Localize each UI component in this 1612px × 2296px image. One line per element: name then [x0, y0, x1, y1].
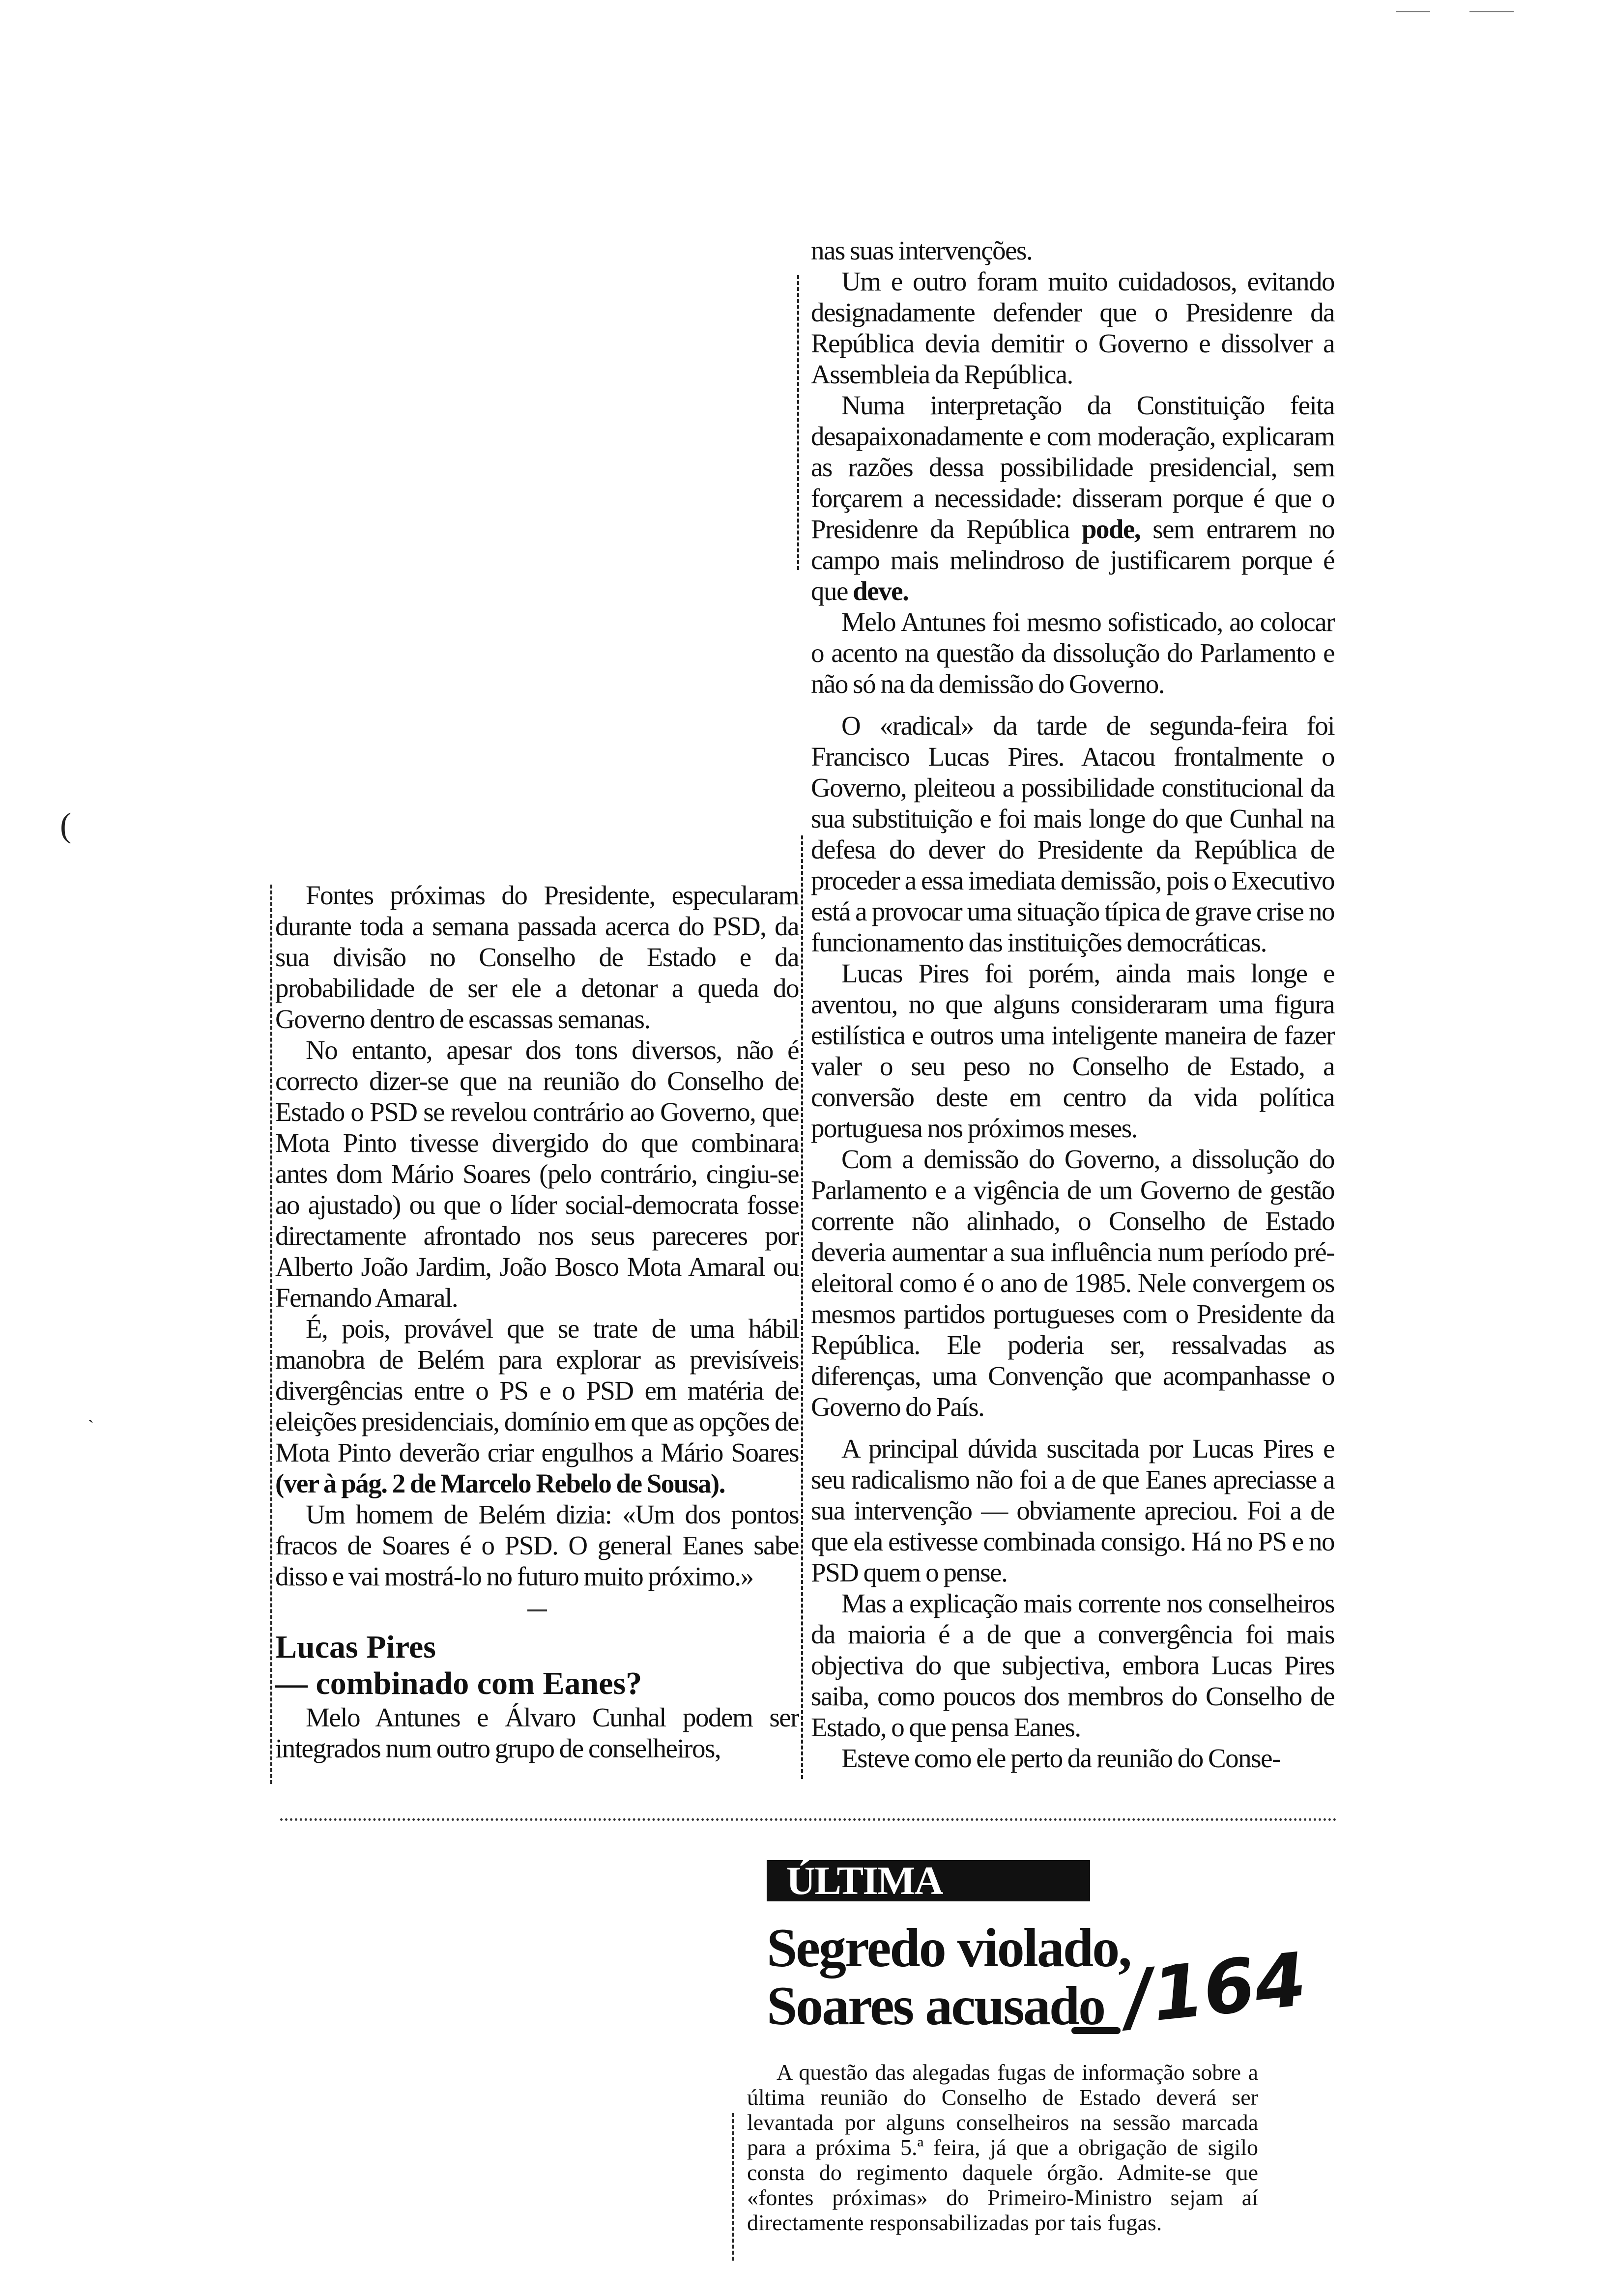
text-run: Melo Antunes foi mesmo sofisticado, ao colocar o acento na questão da dissolução do Parlamento e não só na da demissão do Governo.	[811, 607, 1334, 699]
scan-mark	[1469, 11, 1514, 12]
paragraph	[811, 390, 1334, 606]
right-section-3	[811, 1433, 1334, 1774]
subheading-line: Lucas Pires	[275, 1629, 436, 1665]
left-paragraphs	[275, 880, 799, 1592]
text-run: A principal dúvida suscitada por Lucas Pires e seu radicalismo não foi a de que Eanes apreciasse a sua intervenção — obviamente apreciou. Foi a de que ela estivesse combinada consigo. Há no PS e no PSD quem o pense.	[811, 1434, 1334, 1587]
paragraph	[275, 1499, 799, 1592]
cut-line	[280, 1818, 1337, 1821]
paragraph	[811, 958, 1334, 1144]
text-run: Melo Antunes e Álvaro Cunhal podem ser integrados num outro grupo de conselheiros,	[275, 1702, 799, 1763]
text-run: Lucas Pires foi porém, ainda mais longe e aventou, no que alguns consideraram uma figura estilística e outros uma inteligente maneira de fazer valer o seu peso no Conselho de Estado, a conversão deste em centro da vida política portuguesa nos próximos meses.	[811, 958, 1334, 1143]
paragraph	[275, 1313, 799, 1499]
left-column	[275, 880, 799, 1764]
column-rule	[732, 2113, 734, 2261]
text-run: O «radical» da tarde de segunda-feira foi Francisco Lucas Pires. Atacou frontalmente o Governo, pleiteou a possibilidade constitucional da sua substituição e foi mais longe do que Cunhal na defesa do dever do Presidente da República de proceder a essa imediata demissão, pois o Executivo está a provocar uma situação típica de grave crise no funcionamento das instituições democráticas.	[811, 711, 1334, 957]
paragraph	[811, 606, 1334, 699]
paragraph	[811, 266, 1334, 390]
margin-mark: `	[87, 1416, 94, 1438]
text-run: Esteve como ele perto da reunião do Conse-	[841, 1743, 1280, 1773]
separator	[527, 1609, 547, 1611]
paragraph	[275, 1702, 799, 1764]
headline-line: Soares acusado	[767, 1976, 1105, 2037]
text-run: Numa interpretação da Constituição feita desapaixonadamente e com moderação, explicaram as razões dessa possibilidade presidencial, sem forçarem a necessidade: disseram porque é que o Presidenre da República	[811, 390, 1334, 544]
paragraph	[811, 710, 1334, 958]
paragraph: A questão das alegadas fugas de informação sobre a última reunião do Conselho de Estado deverá ser levantada por alguns conselheiros na sessão marcada para a próxima 5.ª feira, já que a obrigação de sigilo consta do regimento daquele órgão. Admite-se que «fontes próximas» do Primeiro-Ministro sejam aí directamente responsabilizadas por tais fugas.	[747, 2060, 1258, 2235]
right-section-1	[811, 235, 1334, 699]
text-run: nas suas intervenções.	[811, 235, 1033, 265]
scan-mark	[1396, 11, 1430, 12]
subheading-line: — combinado com Eanes?	[275, 1665, 642, 1701]
text-run: No entanto, apesar dos tons diversos, não é correcto dizer-se que na reunião do Conselho de Estado o PSD se revelou contrário ao Governo, que Mota Pinto tivesse divergido do que combinara antes dom Mário Soares (pelo contrário, cingiu-se ao ajustado) ou que o líder social-democrata fosse directamente afrontado nos seus pareceres por Alberto João Jardim, João Bosco Mota Amaral ou Fernando Amaral.	[275, 1035, 799, 1313]
text-run: Um e outro foram muito cuidadosos, evitando designadamente defender que o Presidenre da República devia demitir o Governo e dissolver a Assembleia da República.	[811, 266, 1334, 389]
paragraph	[811, 1433, 1334, 1588]
handwritten-note: /164	[1121, 1937, 1310, 2041]
ultima-body	[747, 2060, 1258, 2235]
text-run: Com a demissão do Governo, a dissolução do Parlamento e a vigência de um Governo de gestão corrente não alinhado, o Conselho de Estado deveria aumentar a sua influência num período pré-eleitoral como é o ano de 1985. Nele convergem os mesmos partidos portugueses com o Presidente da República. Ele poderia ser, ressalvadas as diferenças, uma Convenção que acompanhasse o Governo do País.	[811, 1144, 1334, 1422]
paragraph	[811, 1588, 1334, 1743]
text-run: Um homem de Belém dizia: «Um dos pontos fracos de Soares é o PSD. O general Eanes sabe disso e vai mostrá-lo no futuro muito próximo.»	[275, 1499, 799, 1591]
bold-text: deve.	[853, 576, 909, 606]
text-run: Mas a explicação mais corrente nos conselheiros da maioria é a de que a convergência foi mais objectiva do que subjectiva, embora Lucas Pires saiba, como poucos dos membros do Conselho de Estado, o que pensa Eanes.	[811, 1588, 1334, 1742]
paragraph	[275, 1034, 799, 1313]
text-run: É, pois, provável que se trate de uma hábil manobra de Belém para explorar as previsíveis divergências entre o PS e o PSD em matéria de eleições presidenciais, domínio em que as opções de Mota Pinto deverão criar engulhos a Mário Soares	[275, 1314, 799, 1467]
paragraph	[811, 1144, 1334, 1422]
headline-line: Segredo violado,	[767, 1918, 1131, 1979]
column-rule	[801, 835, 803, 1779]
margin-mark: (	[60, 806, 72, 844]
text-run: sem entrarem no campo mais melindroso de justificarem porque é que	[811, 514, 1334, 606]
bold-text: pode,	[1081, 514, 1141, 544]
right-section-2	[811, 710, 1334, 1422]
column-rule	[270, 885, 272, 1784]
paragraph	[811, 235, 1334, 266]
left-paragraphs-after-heading	[275, 1702, 799, 1764]
right-column	[811, 235, 1334, 1774]
ultima-box	[747, 1860, 1283, 2235]
paragraph	[275, 880, 799, 1034]
section-tag: ÚLTIMA	[767, 1860, 1090, 1901]
bold-text: (ver à pág. 2 de Marcelo Rebelo de Sousa).	[275, 1468, 725, 1498]
paragraph	[811, 1743, 1334, 1774]
column-rule	[797, 275, 799, 570]
text-run: Fontes próximas do Presidente, especularam durante toda a semana passada acerca do PSD, da sua divisão no Conselho de Estado e da probabilidade de ser ele a detonar a queda do Governo dentro de escassas semanas.	[275, 880, 799, 1034]
